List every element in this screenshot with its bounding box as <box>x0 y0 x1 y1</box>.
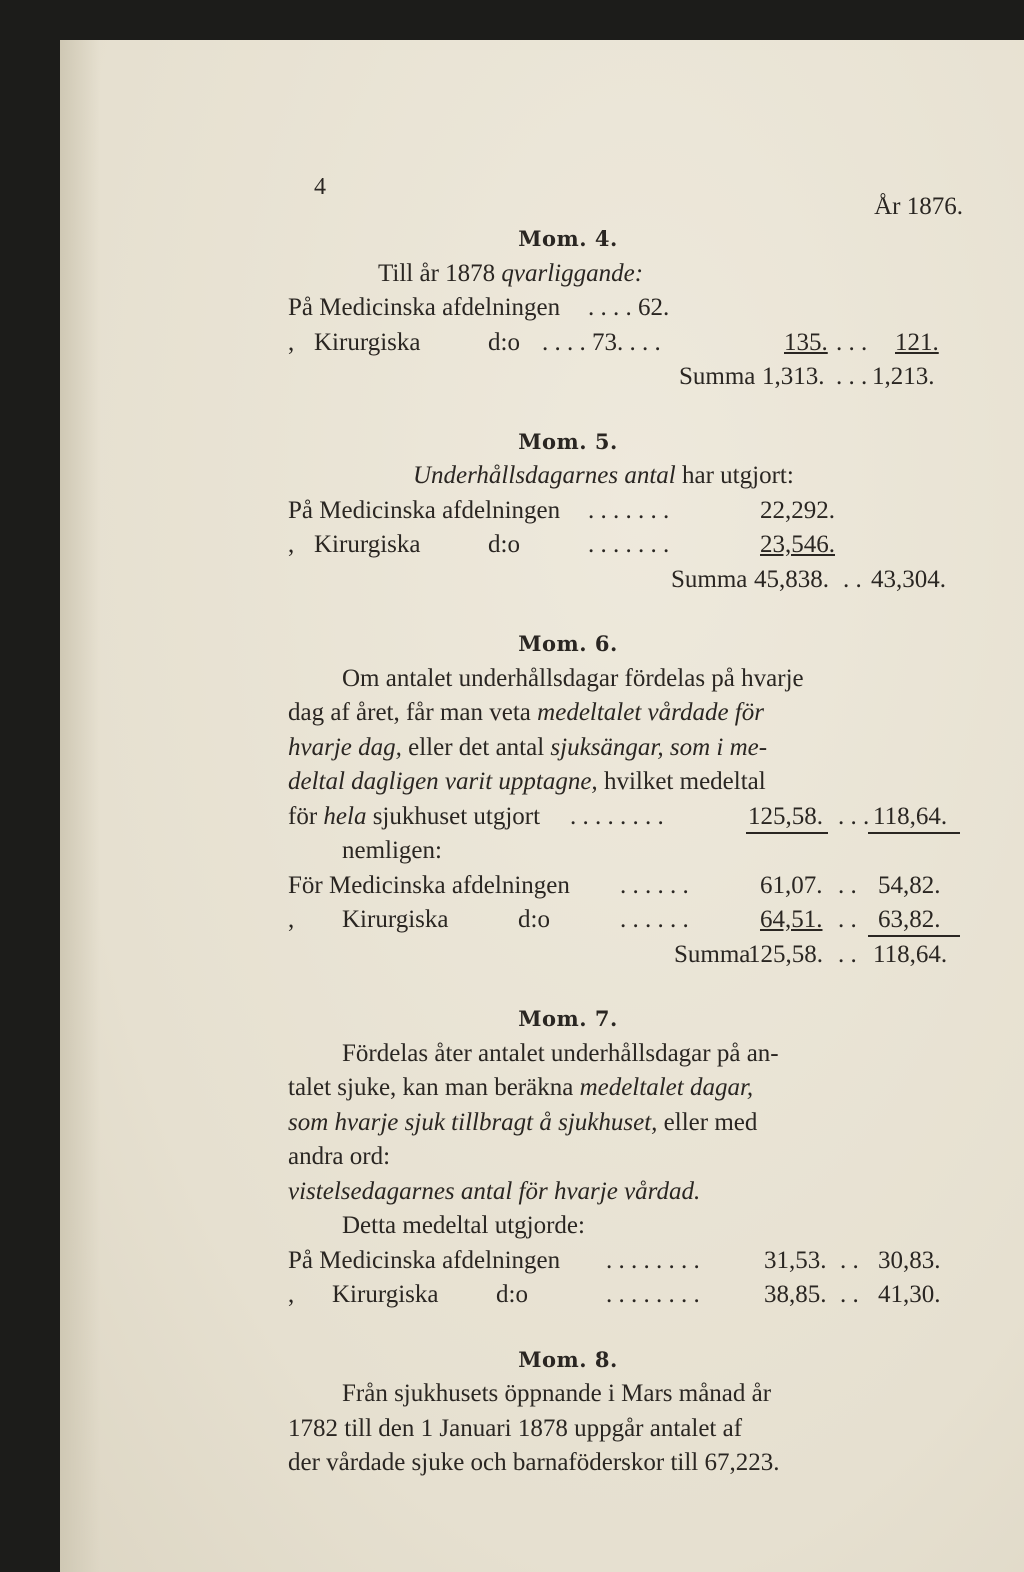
row-label: För Medicinska afdelningen <box>288 871 570 899</box>
paragraph-text: andra ord: <box>288 1143 391 1170</box>
row-label: Kirurgiska <box>342 906 449 933</box>
paragraph-text: talet sjuke, kan man beräkna <box>288 1074 574 1101</box>
paragraph-text: Detta medeltal utgjorde: <box>342 1212 585 1239</box>
row-dots: . . . . . . . . <box>570 802 664 830</box>
mom6-nemligen <box>288 834 963 869</box>
row-value: 31,53. <box>764 1246 827 1274</box>
mom7-heading: Mom. 7. <box>518 1006 618 1031</box>
ditto-mark: , <box>288 1281 295 1308</box>
paragraph-text: nemligen: <box>342 837 442 864</box>
paragraph-text: eller det antal <box>408 733 545 761</box>
paragraph-italic: sjuksängar, som i me- <box>550 733 768 761</box>
row-label: På Medicinska afdelningen <box>288 294 561 321</box>
row-label: Kirurgiska <box>314 531 421 558</box>
mom4-intro-italic: qvarliggande: <box>501 259 644 287</box>
row-prev-year: 54,82. <box>878 871 941 899</box>
sum-label: Summa <box>679 363 756 390</box>
row-dots: . . <box>838 906 857 933</box>
paragraph-text: 1782 till den 1 Januari 1878 uppgår antalet af <box>288 1414 743 1442</box>
mom6-text-line <box>288 662 963 697</box>
paragraph-text: sjukhuset utgjort <box>372 802 541 830</box>
paragraph-text: der vårdade sjuke och barnaföderskor till 67,223. <box>288 1449 780 1476</box>
mom6-row-kirurgiska <box>288 903 963 938</box>
sum-prev-year: 43,304. <box>871 565 946 593</box>
mom5-row-kirurgiska <box>288 528 963 563</box>
mom4-heading: Mom. 4. <box>518 226 618 251</box>
mom7-text-line <box>288 1106 963 1141</box>
mom4-row-medicinska <box>288 291 963 326</box>
page-number: 4 <box>314 174 326 200</box>
mom7-text-line <box>288 1140 963 1175</box>
row-value: 64,51. <box>760 906 823 933</box>
mom5-intro <box>288 459 963 494</box>
row-dots: . . . . . . . . <box>606 1281 700 1308</box>
ditto-mark: , <box>288 531 295 558</box>
row-label: Kirurgiska <box>332 1281 439 1308</box>
mom4-row-kirurgiska <box>288 326 963 361</box>
mom6-sum <box>288 938 963 973</box>
mom5-intro-italic: Underhållsdagarnes antal <box>413 462 676 489</box>
mom4-sum <box>288 360 963 395</box>
ditto-text: d:o <box>488 531 520 558</box>
ditto-mark: , <box>288 906 295 933</box>
paragraph-italic: hela <box>323 802 367 830</box>
mom6-text-line <box>288 765 963 800</box>
row-value: 125,58. <box>748 802 823 830</box>
year-heading: År 1876. <box>874 193 963 220</box>
sum-value: 1,313. <box>762 363 825 390</box>
page-header <box>288 170 963 218</box>
row-dots: . . <box>838 871 857 899</box>
sum-label: Summa <box>671 565 748 593</box>
sum-prev-year: 1,213. <box>872 363 935 390</box>
row-dots: . . . <box>836 328 868 356</box>
ditto-text: d:o <box>518 906 550 933</box>
row-dots: . . . <box>836 363 868 390</box>
sum-prev-year: 118,64. <box>873 940 948 968</box>
row-value: 38,85. <box>764 1281 827 1308</box>
mom5-intro-text: har utgjort: <box>682 462 794 489</box>
mom8-text-line <box>288 1377 963 1412</box>
row-dots: . . . . . . . <box>588 531 670 558</box>
row-dots: . . . . 73. . . . <box>542 328 661 356</box>
row-dots: . . . . . . <box>620 871 689 899</box>
paragraph-text: Från sjukhusets öppnande i Mars månad år <box>342 1380 772 1407</box>
sum-value: 45,838. <box>754 565 829 593</box>
mom6-text-line <box>288 800 963 835</box>
paragraph-text: för <box>288 802 318 830</box>
mom6-row-medicinska <box>288 869 963 904</box>
row-prev-year: 121. <box>895 328 939 356</box>
row-label: Kirurgiska <box>314 328 421 356</box>
page-content <box>288 170 963 1481</box>
row-dots: . . <box>840 1281 859 1308</box>
row-label: På Medicinska afdelningen <box>288 1246 561 1274</box>
mom7-text-line <box>288 1175 963 1210</box>
row-value: 22,292. <box>760 496 835 524</box>
row-value: 23,546. <box>760 531 835 558</box>
row-total: 135. <box>784 328 828 356</box>
ditto-text: d:o <box>496 1281 528 1308</box>
row-dots: . . . . . . . <box>588 496 670 524</box>
mom8-text-line <box>288 1412 963 1447</box>
sum-label: Summa <box>674 940 751 968</box>
page-edge <box>60 40 100 1572</box>
ditto-text: d:o <box>488 328 520 356</box>
mom5-heading: Mom. 5. <box>518 428 618 454</box>
ditto-mark: , <box>288 328 295 356</box>
paragraph-italic: hvarje dag, <box>288 733 402 761</box>
mom5-sum <box>288 563 963 598</box>
row-value: 61,07. <box>760 871 823 899</box>
row-dots: . . . . . . . . <box>606 1246 700 1274</box>
row-dots: . . <box>840 1246 859 1274</box>
paragraph-text: Om antalet underhållsdagar fördelas på hvarje <box>342 664 804 692</box>
mom5-row-medicinska <box>288 494 963 529</box>
row-prev-year: 63,82. <box>878 906 941 933</box>
row-dots: . . . <box>838 802 870 830</box>
mom7-text-line <box>288 1071 963 1106</box>
row-prev-year: 41,30. <box>878 1281 941 1308</box>
mom7-row-kirurgiska <box>288 1278 963 1313</box>
mom7-row-medicinska <box>288 1244 963 1279</box>
row-prev-year: 30,83. <box>878 1246 941 1274</box>
row-prev-year: 118,64. <box>873 802 948 830</box>
mom8-heading: Mom. 8. <box>518 1346 618 1372</box>
mom4-intro-text: Till år 1878 <box>378 259 496 287</box>
paragraph-italic: som hvarje sjuk tillbragt å sjukhuset, <box>288 1108 658 1136</box>
mom7-text-line <box>288 1209 963 1244</box>
paragraph-text: eller med <box>663 1108 758 1136</box>
sum-value: 125,58. <box>748 940 823 968</box>
mom6-heading: Mom. 6. <box>518 631 618 656</box>
row-dots: . . <box>838 940 857 968</box>
paragraph-italic: vistelsedagarnes antal för hvarje vårdad. <box>288 1177 701 1205</box>
mom6-text-line <box>288 696 963 731</box>
mom8-text-line <box>288 1446 963 1481</box>
paragraph-italic: medeltalet vårdade för <box>537 699 764 726</box>
row-value: . . . . 62. <box>588 294 670 321</box>
row-label: På Medicinska afdelningen <box>288 496 561 524</box>
paragraph-text: Fördelas åter antalet underhållsdagar på an- <box>342 1039 779 1067</box>
paragraph-italic: deltal dagligen varit upptagne, <box>288 768 598 795</box>
paragraph-italic: medeltalet dagar, <box>579 1074 754 1101</box>
paragraph-text: hvilket medeltal <box>603 768 766 795</box>
row-dots: . . <box>843 565 862 593</box>
row-dots: . . . . . . <box>620 906 689 933</box>
paragraph-text: dag af året, får man veta <box>288 699 531 726</box>
mom6-text-line <box>288 731 963 766</box>
mom7-text-line <box>288 1037 963 1072</box>
mom4-intro <box>288 257 963 292</box>
